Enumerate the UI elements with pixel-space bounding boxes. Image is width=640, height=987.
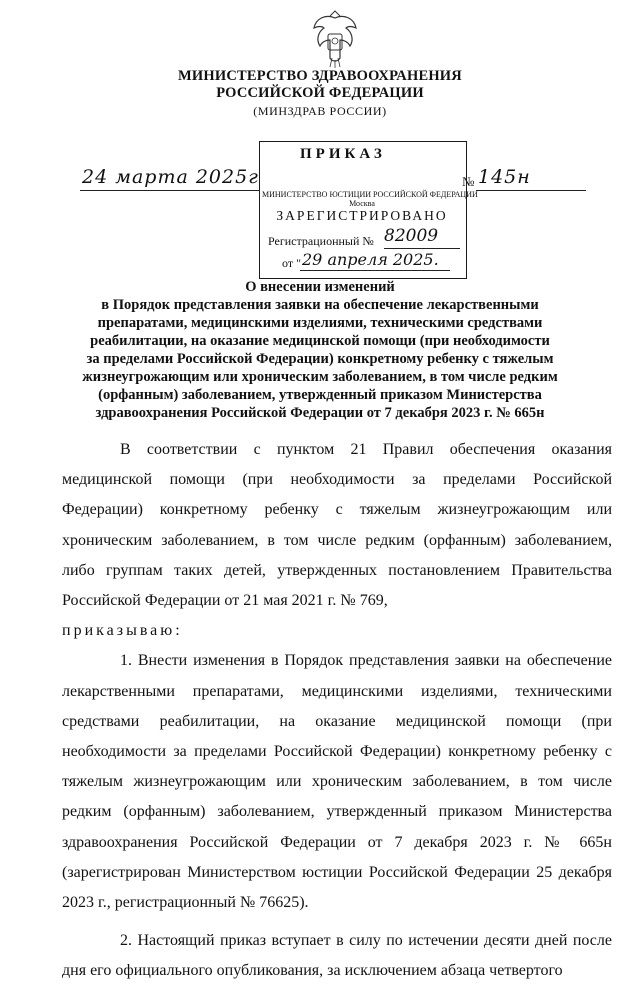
stamp-status: ЗАРЕГИСТРИРОВАНО	[276, 208, 448, 223]
clause-2: 2. Настоящий приказ вступает в силу по истечении десяти дней после дня его официального опубликования, за исключением абзаца четвертого	[62, 932, 612, 980]
stamp-reg-number-label: Регистрационный №	[268, 234, 374, 248]
title-line: (орфанным) заболеванием, утвержденный приказом Министерства	[98, 387, 542, 403]
stamp-organization: МИНИСТЕРСТВО ЮСТИЦИИ РОССИЙСКОЙ ФЕДЕРАЦИИ	[262, 190, 478, 199]
title-line: препаратами, медицинскими изделиями, техническими средствами	[97, 315, 543, 331]
number-underline	[476, 190, 586, 191]
reg-number-underline	[384, 248, 460, 249]
stamp-city: Москва	[349, 199, 375, 208]
ministry-name-line1: МИНИСТЕРСТВО ЗДРАВООХРАНЕНИЯ	[178, 68, 462, 84]
date-underline	[80, 190, 260, 191]
title-line: здравоохранения Российской Федерации от 7 декабря 2023 г. № 665н	[95, 405, 545, 421]
title-line: реабилитации, на оказание медицинской помощи (при необходимости	[90, 333, 550, 349]
title-line: в Порядок представления заявки на обеспечение лекарственными	[101, 297, 539, 313]
order-number-sign: №	[462, 174, 475, 189]
stamp-reg-number: 82009	[384, 226, 439, 246]
preamble-paragraph: В соответствии с пунктом 21 Правил обеспечения оказания медицинской помощи (при необходимости за пределами Российской Федерации) конкретному ребенку с тяжелым жизнеугрожающим или хроническим заболеванием, в том числе редким (орфанным) заболеванием, либо группам таких детей, утвержденных постановлением Правительства Российской Федерации от 21 мая 2021 г. № 769,	[62, 441, 612, 610]
ministry-name-line2: РОССИЙСКОЙ ФЕДЕРАЦИИ	[216, 85, 424, 101]
coat-of-arms-emblem	[308, 10, 362, 70]
order-date: 24 марта 2025г	[82, 166, 259, 188]
stamp-date: 29 апреля 2025.	[302, 250, 439, 269]
order-number: 145н	[478, 166, 531, 188]
document-body	[62, 435, 612, 987]
title-line: О внесении изменений	[245, 279, 395, 295]
document-title	[60, 278, 580, 422]
document-type: ПРИКАЗ	[300, 146, 386, 162]
stamp-date-underline	[300, 270, 450, 271]
order-word: приказываю:	[62, 622, 183, 640]
stamp-date-label: от "	[282, 256, 301, 270]
ministry-abbreviation: (МИНЗДРАВ РОССИИ)	[253, 104, 387, 118]
title-line: за пределами Российской Федерации) конкретному ребенку с тяжелым	[86, 351, 554, 367]
title-line: жизнеугрожающим или хроническим заболеванием, в том числе редким	[82, 369, 558, 385]
clause-1: 1. Внести изменения в Порядок представления заявки на обеспечение лекарственными препаратами, медицинскими изделиями, техническими средствами реабилитации, на оказание медицинской помощи (при необходимости за пределами Российской Федерации) конкретному ребенку с тяжелым жизнеугрожающим или хроническим заболеванием, в том числе редким (орфанным) заболеванием, утвержденный приказом Министерства здравоохранения Российской Федерации от 7 декабря 2023 г. № 665н (зарегистрирован Министерством юстиции Российской Федерации 25 декабря 2023 г., регистрационный № 76625).	[62, 652, 612, 912]
